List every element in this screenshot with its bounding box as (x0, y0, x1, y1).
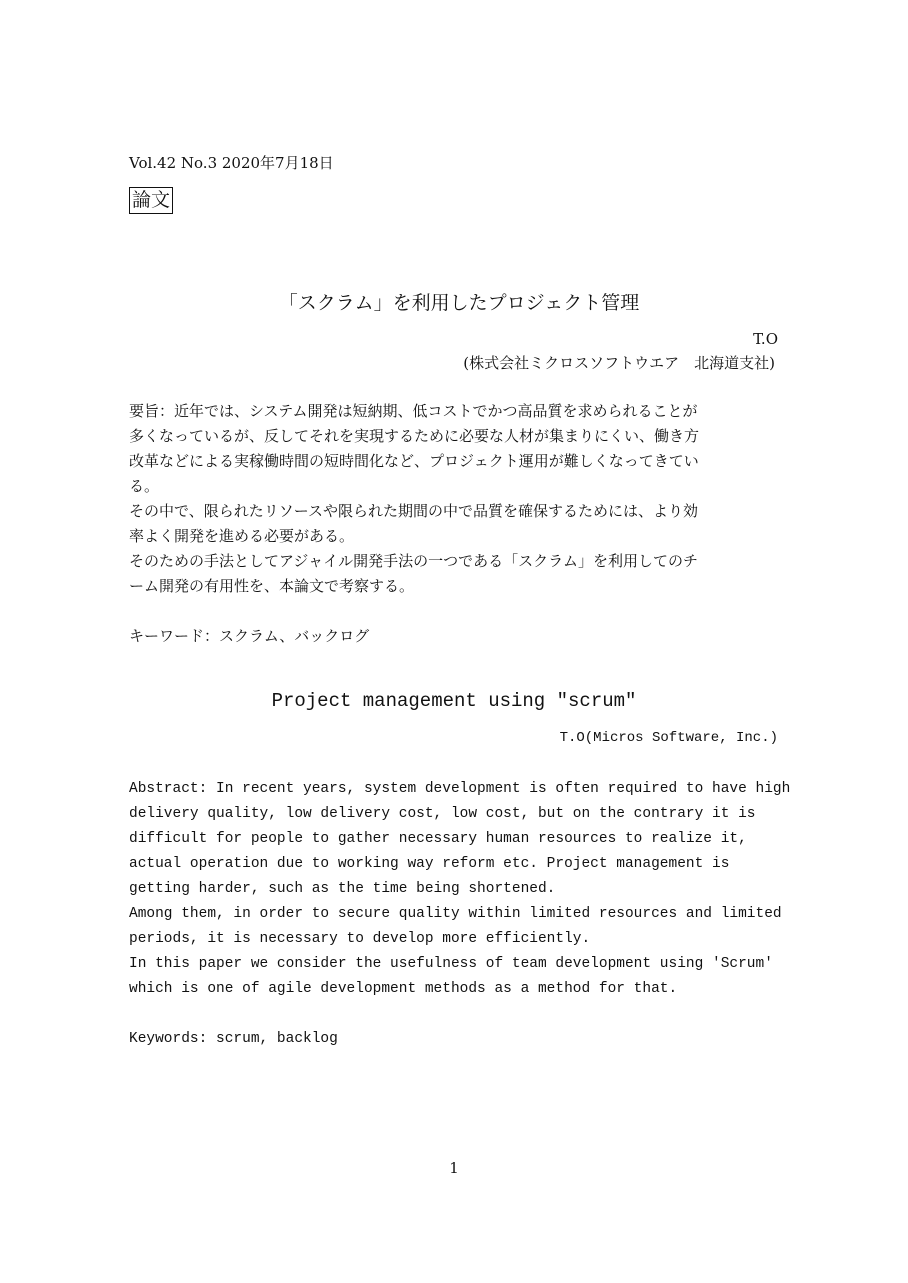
abstract-line: Abstract: In recent years, system development is often required to have high (129, 781, 791, 797)
japanese-title: 「スクラム」を利用したプロジェクト管理 (278, 292, 640, 314)
volume-issue-date: Vol.42 No.3 2020年7月18日 (129, 154, 334, 172)
japanese-author: T.O (753, 330, 778, 348)
abstract-line: Among them, in order to secure quality within limited resources and limited (129, 906, 782, 922)
page-number: 1 (449, 1159, 459, 1177)
abstract-line: ーム開発の有用性を、本論文で考察する。 (129, 577, 415, 595)
abstract-line: In this paper we consider the usefulness of team development using 'Scrum' (129, 956, 773, 972)
japanese-abstract (129, 399, 779, 599)
abstract-line: actual operation due to working way reform etc. Project management is (129, 856, 730, 872)
abstract-line: る。 (129, 477, 160, 495)
abstract-line: 多くなっているが、反してそれを実現するために必要な人材が集まりにくい、働き方 (129, 427, 700, 445)
abstract-line: delivery quality, low delivery cost, low cost, but on the contrary it is (129, 806, 756, 822)
category-badge: 論文 (129, 187, 173, 214)
abstract-line: 改革などによる実稼働時間の短時間化など、プロジェクト運用が難しくなってきてい (129, 452, 699, 470)
japanese-keywords: キーワード：スクラム、バックログ (129, 627, 370, 645)
abstract-line: そのための手法としてアジャイル開発手法の一つである「スクラム」を利用してのチ (129, 552, 698, 570)
abstract-line: periods, it is necessary to develop more efficiently. (129, 931, 591, 947)
abstract-line: 率よく開発を進める必要がある。 (129, 527, 355, 545)
abstract-line: getting harder, such as the time being shortened. (129, 881, 556, 897)
abstract-line: difficult for people to gather necessary human resources to realize it, (129, 831, 747, 847)
english-title: Project management using ″scrum″ (271, 690, 637, 712)
english-abstract (129, 777, 789, 1002)
abstract-line: 要旨：近年では、システム開発は短納期、低コストでかつ高品質を求められることが (129, 402, 698, 420)
abstract-line: その中で、限られたリソースや限られた期間の中で品質を確保するためには、より効 (129, 502, 698, 520)
english-author: T.O(Micros Software, Inc.) (559, 730, 778, 746)
japanese-affiliation: (株式会社ミクロスソフトウエア 北海道支社) (463, 354, 775, 372)
abstract-line: which is one of agile development methods as a method for that. (129, 981, 678, 997)
english-keywords: Keywords: scrum, backlog (129, 1031, 338, 1047)
